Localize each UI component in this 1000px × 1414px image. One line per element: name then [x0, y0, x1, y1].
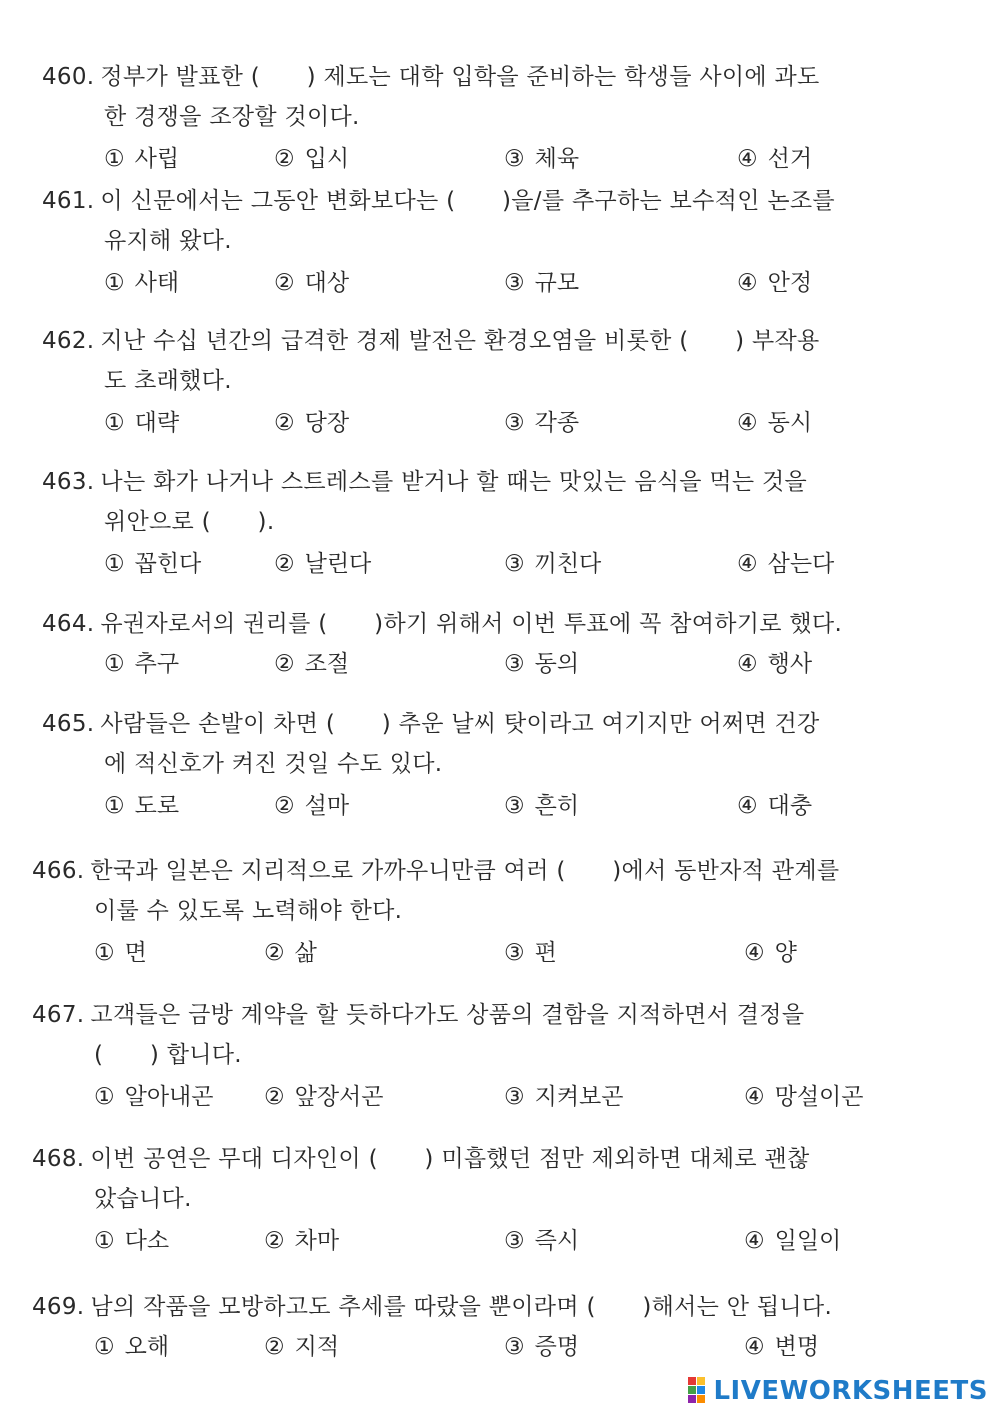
option-number: ②	[274, 146, 295, 172]
answer-option[interactable]	[504, 1222, 579, 1255]
option-label: 차마	[294, 1228, 340, 1254]
liveworksheets-logo	[688, 1376, 988, 1406]
option-label: 양	[774, 940, 797, 966]
answer-option[interactable]	[737, 264, 812, 297]
option-number: ①	[104, 270, 125, 296]
option-label: 변명	[774, 1334, 820, 1360]
option-label: 동시	[767, 410, 813, 436]
question-number: 460.	[42, 64, 95, 90]
option-label: 꼽힌다	[134, 551, 202, 577]
answer-option[interactable]	[504, 264, 579, 297]
option-label: 체육	[534, 146, 580, 172]
answer-option[interactable]	[94, 934, 147, 967]
question-text-line2: 유지해 왔다.	[104, 228, 232, 254]
question-number: 463.	[42, 469, 95, 495]
question-number: 466.	[32, 858, 85, 884]
question-text-line2: 이룰 수 있도록 노력해야 한다.	[94, 898, 403, 924]
answer-option[interactable]	[744, 1078, 864, 1111]
logo-icon	[688, 1377, 710, 1405]
answer-option[interactable]	[737, 545, 834, 578]
question-number: 461.	[42, 188, 95, 214]
answer-option[interactable]	[744, 1222, 841, 1255]
option-label: 앞장서곤	[294, 1084, 384, 1110]
answer-option[interactable]	[737, 140, 812, 173]
question-number: 462.	[42, 328, 95, 354]
question-text-line2: ( ) 합니다.	[94, 1042, 242, 1068]
option-number: ④	[737, 270, 758, 296]
option-number: ①	[104, 410, 125, 436]
option-number: ②	[264, 940, 285, 966]
question-text-line1: 정부가 발표한 ( ) 제도는 대학 입학을 준비하는 학생들 사이에 과도	[100, 64, 820, 90]
option-number: ③	[504, 146, 525, 172]
answer-option[interactable]	[264, 1078, 384, 1111]
option-label: 안정	[767, 270, 813, 296]
question-text-line1: 남의 작품을 모방하고도 추세를 따랐을 뿐이라며 ( )해서는 안 됩니다.	[90, 1294, 833, 1320]
question-text-line1: 지난 수십 년간의 급격한 경제 발전은 환경오염을 비롯한 ( ) 부작용	[100, 328, 820, 354]
answer-option[interactable]	[274, 645, 349, 678]
option-number: ②	[274, 651, 295, 677]
option-label: 선거	[767, 146, 813, 172]
option-label: 대상	[304, 270, 350, 296]
option-label: 지켜보곤	[534, 1084, 624, 1110]
answer-option[interactable]	[264, 1222, 339, 1255]
answer-option[interactable]	[104, 545, 201, 578]
answer-option[interactable]	[744, 934, 797, 967]
question-text-line2: 았습니다.	[94, 1186, 192, 1212]
option-label: 사태	[134, 270, 180, 296]
option-number: ②	[274, 793, 295, 819]
option-label: 삶	[294, 940, 317, 966]
option-number: ①	[104, 651, 125, 677]
answer-option[interactable]	[504, 787, 579, 820]
option-label: 즉시	[534, 1228, 580, 1254]
answer-option[interactable]	[274, 404, 349, 437]
question-number: 464.	[42, 611, 95, 637]
option-label: 사립	[134, 146, 180, 172]
option-label: 오해	[124, 1334, 170, 1360]
answer-option[interactable]	[274, 787, 349, 820]
logo-text: LIVEWORKSHEETS	[713, 1376, 988, 1406]
answer-option[interactable]	[104, 645, 179, 678]
option-label: 대충	[767, 793, 813, 819]
option-number: ③	[504, 410, 525, 436]
option-number: ③	[504, 270, 525, 296]
option-number: ②	[264, 1334, 285, 1360]
option-label: 당장	[304, 410, 350, 436]
option-number: ③	[504, 793, 525, 819]
option-number: ①	[94, 1228, 115, 1254]
option-label: 편	[534, 940, 557, 966]
option-number: ②	[274, 410, 295, 436]
answer-option[interactable]	[104, 787, 179, 820]
option-number: ④	[744, 940, 765, 966]
option-label: 조절	[304, 651, 350, 677]
option-label: 망설이곤	[774, 1084, 864, 1110]
answer-option[interactable]	[737, 404, 812, 437]
question-text-line1: 유권자로서의 권리를 ( )하기 위해서 이번 투표에 꼭 참여하기로 했다.	[100, 611, 843, 637]
question-number: 467.	[32, 1002, 85, 1028]
option-number: ③	[504, 1334, 525, 1360]
option-number: ④	[737, 793, 758, 819]
option-number: ①	[104, 793, 125, 819]
option-number: ②	[264, 1228, 285, 1254]
option-number: ④	[744, 1084, 765, 1110]
question-text-line2: 위안으로 ( ).	[104, 509, 275, 535]
option-label: 다소	[124, 1228, 170, 1254]
question-text-line1: 한국과 일본은 지리적으로 가까우니만큼 여러 ( )에서 동반자적 관계를	[90, 858, 840, 884]
option-number: ④	[737, 551, 758, 577]
answer-option[interactable]	[504, 1328, 579, 1361]
option-label: 규모	[534, 270, 580, 296]
answer-option[interactable]	[274, 140, 349, 173]
option-number: ④	[744, 1334, 765, 1360]
question-number: 468.	[32, 1146, 85, 1172]
option-number: ③	[504, 551, 525, 577]
option-label: 대략	[134, 410, 180, 436]
option-number: ②	[274, 270, 295, 296]
answer-option[interactable]	[104, 140, 179, 173]
answer-option[interactable]	[264, 934, 317, 967]
option-label: 삼는다	[767, 551, 835, 577]
option-label: 지적	[294, 1334, 340, 1360]
option-number: ②	[274, 551, 295, 577]
option-number: ③	[504, 1228, 525, 1254]
option-number: ①	[104, 146, 125, 172]
option-label: 추구	[134, 651, 180, 677]
question-text-line2: 한 경쟁을 조장할 것이다.	[104, 104, 360, 130]
question-text-line1: 이번 공연은 무대 디자인이 ( ) 미흡했던 점만 제외하면 대체로 괜찮	[90, 1146, 810, 1172]
option-label: 동의	[534, 651, 580, 677]
question-text-line2: 도 초래했다.	[104, 368, 232, 394]
option-number: ③	[504, 940, 525, 966]
answer-option[interactable]	[94, 1222, 169, 1255]
answer-option[interactable]	[104, 264, 179, 297]
question-text-line1: 나는 화가 나거나 스트레스를 받거나 할 때는 맛있는 음식을 먹는 것을	[100, 469, 808, 495]
answer-option[interactable]	[504, 140, 579, 173]
question-number: 469.	[32, 1294, 85, 1320]
option-label: 흔히	[534, 793, 580, 819]
answer-option[interactable]	[94, 1078, 214, 1111]
answer-option[interactable]	[737, 787, 812, 820]
option-label: 각종	[534, 410, 580, 436]
answer-option[interactable]	[274, 264, 349, 297]
question-text-line1: 고객들은 금방 계약을 할 듯하다가도 상품의 결함을 지적하면서 결정을	[90, 1002, 805, 1028]
answer-option[interactable]	[504, 1078, 624, 1111]
option-number: ①	[104, 551, 125, 577]
question-text-line2: 에 적신호가 켜진 것일 수도 있다.	[104, 751, 443, 777]
option-label: 알아내곤	[124, 1084, 214, 1110]
option-number: ①	[94, 1084, 115, 1110]
question-number: 465.	[42, 711, 95, 737]
answer-option[interactable]	[504, 545, 601, 578]
answer-option[interactable]	[274, 545, 371, 578]
option-label: 날린다	[304, 551, 372, 577]
option-number: ④	[737, 651, 758, 677]
option-number: ④	[737, 410, 758, 436]
answer-option[interactable]	[744, 1328, 819, 1361]
option-number: ①	[94, 940, 115, 966]
option-number: ③	[504, 651, 525, 677]
option-label: 입시	[304, 146, 350, 172]
option-label: 도로	[134, 793, 180, 819]
answer-option[interactable]	[737, 645, 812, 678]
option-number: ④	[737, 146, 758, 172]
option-label: 증명	[534, 1334, 580, 1360]
option-number: ②	[264, 1084, 285, 1110]
option-label: 행사	[767, 651, 813, 677]
option-label: 설마	[304, 793, 350, 819]
question-text-line1: 사람들은 손발이 차면 ( ) 추운 날씨 탓이라고 여기지만 어쩌면 건강	[100, 711, 820, 737]
question-text-line1: 이 신문에서는 그동안 변화보다는 ( )을/를 추구하는 보수적인 논조를	[100, 188, 835, 214]
option-number: ①	[94, 1334, 115, 1360]
answer-option[interactable]	[504, 645, 579, 678]
option-label: 일일이	[774, 1228, 842, 1254]
answer-option[interactable]	[104, 404, 179, 437]
answer-option[interactable]	[504, 404, 579, 437]
answer-option[interactable]	[504, 934, 557, 967]
answer-option[interactable]	[264, 1328, 339, 1361]
option-number: ③	[504, 1084, 525, 1110]
option-label: 끼친다	[534, 551, 602, 577]
answer-option[interactable]	[94, 1328, 169, 1361]
option-label: 면	[124, 940, 147, 966]
option-number: ④	[744, 1228, 765, 1254]
